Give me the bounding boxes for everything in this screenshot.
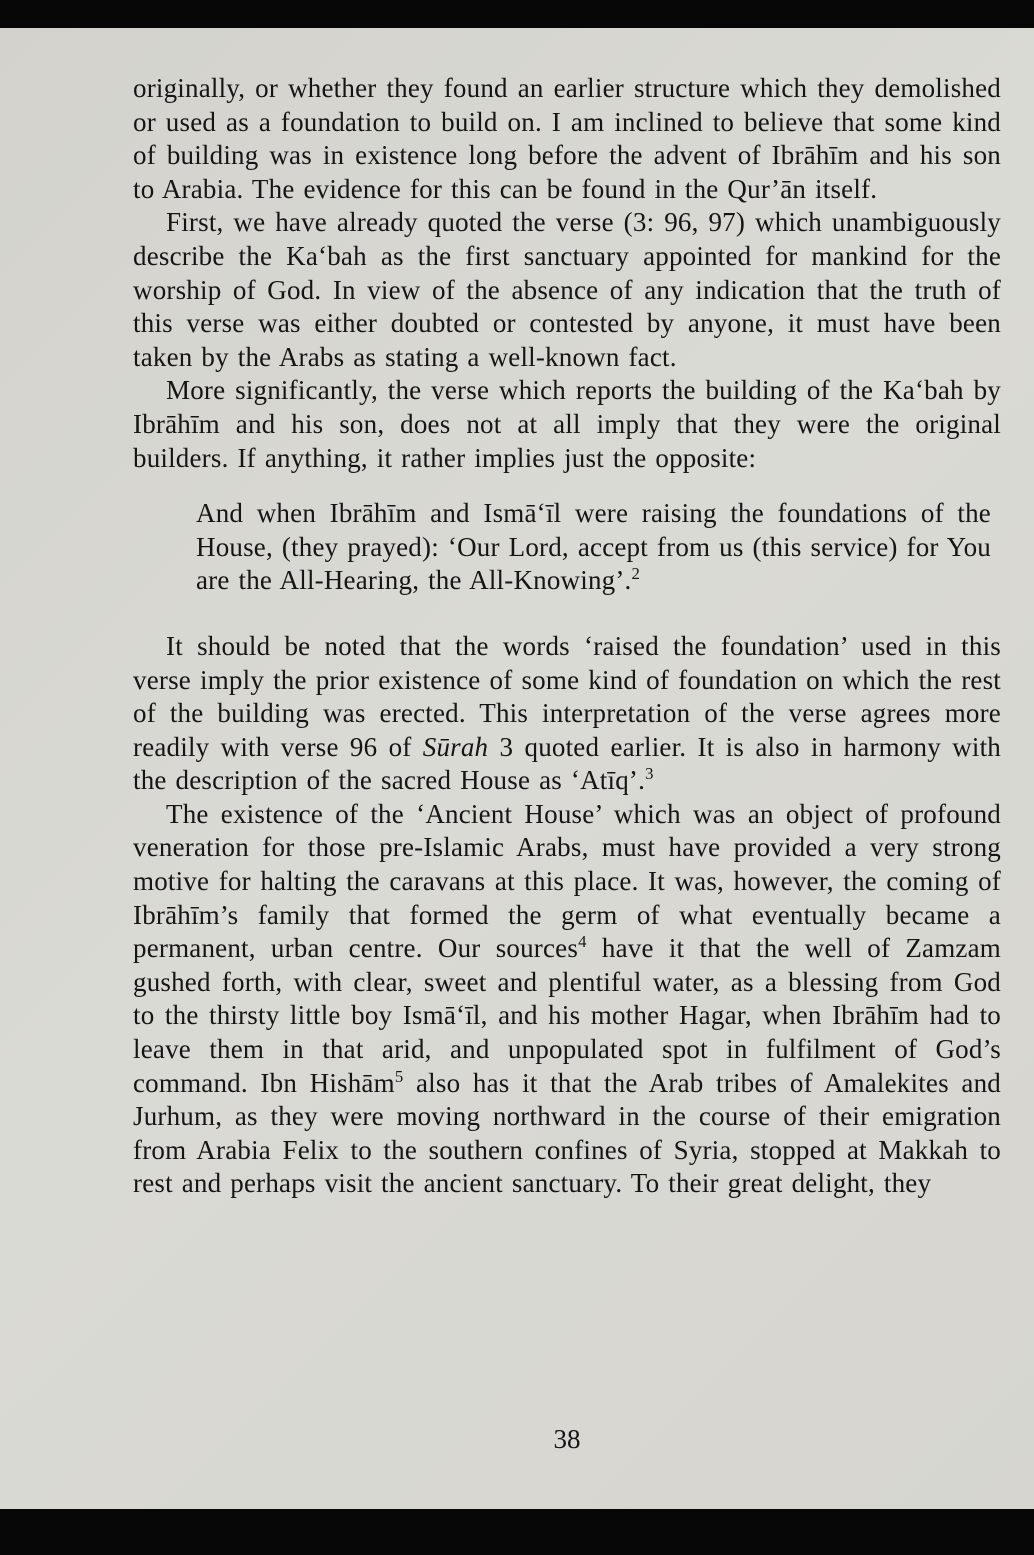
body-paragraph: The existence of the ‘Ancient House’ which was an object of profound veneration for those pre-Islamic Arabs, must have provided a very strong motive for halting the caravans at this place. It was, however, the coming of Ibrāhīm’s family that formed the germ of what eventually became a permanent, urban centre. Our sources$^4$ have it that the well of Zamzam gushed forth, with clear, sweet and plentiful water, as a blessing from God to the thirsty little boy Ismā‘īl, and his mother Hagar, when Ibrāhīm had to leave them in that arid, and unpopulated spot in fulfilment of God’s command. Ibn Hishām$^5$ also has it that the Arab tribes of Amalekites and Jurhum, as they were moving northward in the course of their emigration from Arabia Felix to the southern confines of Syria, stopped at Makkah to rest and perhaps visit the ancient sanctuary. To their great delight, they [133, 798, 1001, 1199]
text-block [133, 72, 1001, 1201]
footnote-reference: 5 [394, 1066, 404, 1086]
footnote-reference: 3 [645, 764, 654, 784]
body-paragraph: originally, or whether they found an earlier structure which they demolished or used as a foundation to build on. I am inclined to believe that some kind of building was in existence long before the advent of Ibrāhīm and his son to Arabia. The evidence for this can be found in the Qur’ān itself. [133, 73, 1001, 204]
scan-edge-top [0, 0, 1034, 28]
footnote-reference: 2 [631, 564, 641, 584]
scan-edge-bottom [0, 1509, 1034, 1555]
body-paragraph: First, we have already quoted the verse (3: 96, 97) which unambiguously describe the Ka‘bah as the first sanctuary appointed for mankind for the worship of God. In view of the absence of any indication that the truth of this verse was either doubted or contested by anyone, it must have been taken by the Arabs as stating a well-known fact. [133, 207, 1001, 372]
body-paragraph: It should be noted that the words ‘raised the foundation’ used in this verse imply the prior existence of some kind of foundation on which the rest of the building was erected. This interpretation of the verse agrees more readily with verse 96 of Sūrah 3 quoted earlier. It is also in harmony with the description of the sacred House as ‘Atīq’.$^3$ [133, 630, 1002, 796]
footnote-reference: 4 [578, 932, 587, 952]
block-quote: And when Ibrāhīm and Ismā‘īl were raising the foundations of the House, (they prayed): ‘Our Lord, accept from us (this service) for You are the All-Hearing, the All-Knowing’.$^2$ [196, 498, 991, 596]
body-paragraph: More significantly, the verse which reports the building of the Ka‘bah by Ibrāhīm and his son, does not at all imply that they were the original builders. If anything, it rather implies just the opposite: [133, 375, 1001, 473]
page-number: 38 [553, 1424, 581, 1454]
